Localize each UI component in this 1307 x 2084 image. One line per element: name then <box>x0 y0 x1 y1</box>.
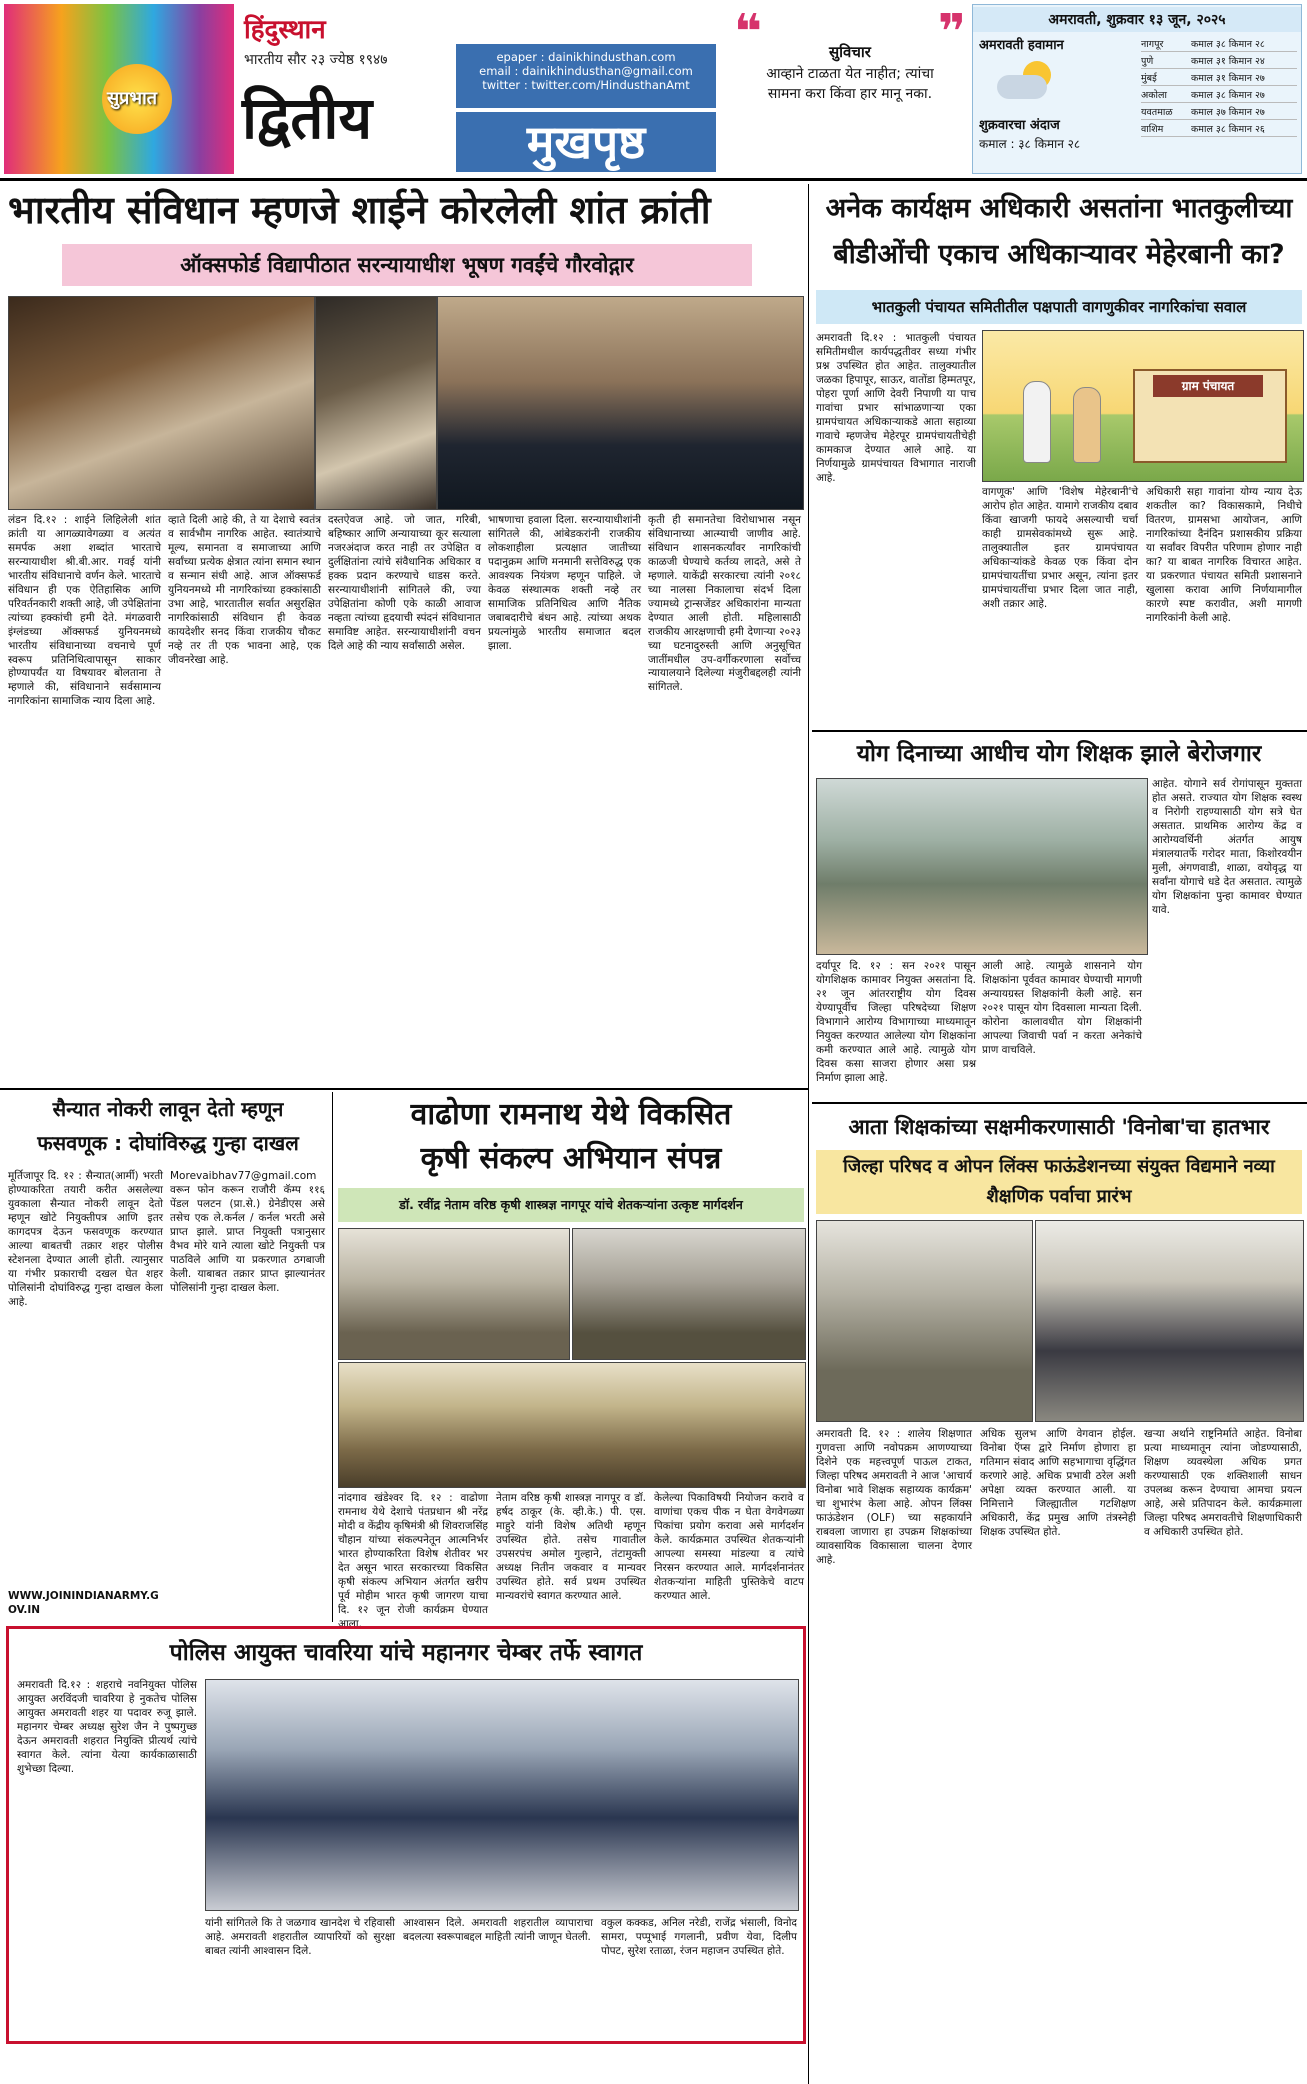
quote-open-icon: ❝ <box>734 4 763 60</box>
story2-col1: अमरावती दि.१२ : भातकुली पंचायत समितीमधील कार्यपद्धतीवर सध्या गंभीर प्रश्न उपस्थित होत आहेत. तालुक्यातील जळका हिपापूर, साऊर, वातोंडा हिम्मतपूर, पोहरा पूर्णा आणि देवरी निपाणी या पाच गावांचा प्रभार सांभाळणाऱ्या एका ग्रामपंचायत अधिकाऱ्याकडे आता सहाव्या गावाचे म्हणजेच मेहेरपूर ग्रामपंचायतीचेही कामकाज देण्यात आले आहे. या निर्णयामुळे ग्रामपंचायत विभागात नाराजी आहे. <box>816 332 976 484</box>
story1-col4: भाषणाचा हवाला दिला. सरन्यायाधीशांनी सांगितले की, आंबेडकरांनी राजकीय लोकशाहीला प्रत्यक्षात जातीच्या पदानुक्रम आणि मनमानी सत्तेविरुद्ध एक आवश्यक नियंत्रण म्हणून पाहिले. जे केवळ संस्थात्मक शक्ती नव्हे तर सामाजिक प्रतिनिधित्व आणि नैतिक जबाबदारीचे बंधन आहे. त्यांच्या अथक प्रयत्नांमुळे भारतीय समाजात बदल झाला. <box>488 514 641 652</box>
indian-calendar-date: भारतीय सौर २३ ज्येष्ठ १९४७ <box>244 52 388 68</box>
story1-col1: लंडन दि.१२ : शाईने लिहिलेली शांत क्रांती या आगळ्यावेगळ्या व अत्यंत समर्पक अशा शब्दांत भारताचे सरन्यायाधीश श्री.बी.आर. गवई यांनी भारतीय संविधानाचे वर्णन केले. भारताचे संविधान ही एक ऐतिहासिक आणि परिवर्तनकारी शक्ती आहे, जी उपेक्षितांना त्यांच्या हक्कांची हमी देते. मंगळवारी इंग्लंडच्या ऑक्सफर्ड युनियनमध्ये भारतीय संविधानाच्या वचनाचे पूर्ण स्वरूप प्रतिनिधित्वापासून साकार होण्यापर्यंत या विषयावर बोलताना ते म्हणाले की, संविधानाने सर्वसामान्य नागरिकांना सामाजिक न्याय दिला आहे. <box>8 514 161 708</box>
quote-close-icon: ❞ <box>937 4 966 60</box>
panchayat-sign: ग्राम पंचायत <box>1153 375 1263 397</box>
story7-col2: अधिक सुलभ आणि वेगवान होईल. विनोबा ऍप्स द्वारे निर्माण होणारा हा गतिमान संवाद आणि सहभागाचा वृद्धिंगत करणारे आहे. अधिक प्रभावी ठरेल अशी अपेक्षा व्यक्त करण्यात आली. या निमित्ताने जिल्ह्यातील गटशिक्षण अधिकारी, केंद्र प्रमुख आणि तंत्रस्नेही शिक्षक उपस्थित होते. <box>980 1428 1136 1538</box>
story4-col1: मूर्तिजापूर दि. १२ : सैन्यात(आर्मी) भरती होण्याकरिता तयारी करीत असलेल्या युवकाला सैन्यात नोकरी लावून देतो म्हणून खोटे नियुक्तीपत्र आणि इतर कागदपत्र देऊन फसवणूक करण्यात आल्या बाबतची तक्रार शहर पोलीस स्टेशनला देण्यात आली होती. त्यानुसार या गंभीर प्रकाराची दखल घेत शहर पोलिसांनी दोघांविरुद्ध गुन्हा दाखल केला आहे. <box>8 1170 163 1308</box>
story1-photo-library <box>8 296 315 510</box>
weather-title: अमरावती हवामान <box>979 38 1064 53</box>
email-link[interactable]: email : dainikhindusthan@gmail.com <box>479 64 693 78</box>
suvichar-title: सुविचार <box>829 43 871 61</box>
story4-headline-line1: सैन्यात नोकरी लावून देतो म्हणून <box>52 1097 284 1121</box>
story3-col3: आहेत. योगाने सर्व रोगांपासून मुक्तता होत असते. राज्यात योग शिक्षक स्वस्थ व निरोगी राहण्यासाठी योग सत्रे घेत असतात. प्राथमिक आरोग्य केंद्र व आरोग्यवर्धिनी अंतर्गत आयुष मंत्रालयातर्फे गरोदर माता, किशोरवयीन मुली, अंगणवाडी, शाळा, वयोवृद्ध या सर्वांना योगाचे धडे देत असतात. त्यामुळे योग शिक्षकांना पुन्हा कामावर घेण्यात यावे. <box>1152 778 1302 916</box>
story5-subhead: डॉ. रवींद्र नेताम वरिष्ठ कृषी शास्त्रज्ञ नागपूर यांचे शेतकऱ्यांना उत्कृष्ट मार्गदर्शन <box>338 1188 804 1222</box>
masthead <box>0 0 1307 180</box>
story2-illustration-gram-panchayat <box>982 330 1304 482</box>
story4-headline-line2: फसवणूक : दोघांविरुद्ध गुन्हा दाखल <box>37 1131 299 1155</box>
story6-col4: वकुल कक्कड, अनिल नरेडी, राजेंद्र भंसाली, विनोद सामरा, पप्पूभाई गगलानी, प्रवीण येवा, दिलीप पोपट, सुरेश रताळा, रंजन महाजन उपस्थित होते. <box>601 1917 797 1957</box>
weather-row: अकोला कमाल ३८ किमान २७ <box>1141 86 1297 103</box>
story3-col1: दर्यापूर दि. १२ : सन २०२१ पासून योगशिक्षक कामावर नियुक्त असतांना दि. २१ जून आंतरराष्ट्रीय योग दिवस येण्यापूर्वीच जिल्हा परिषदेच्या शिक्षण विभागाने आरोग्य विभागाच्या माध्यमातून नियुक्त करण्यात आलेल्या योग शिक्षकांना कमी करण्यात आले आहे. त्यामुळे योग दिवस कसा साजरा होणार असा प्रश्न निर्माण झाला आहे. <box>816 960 976 1084</box>
divider <box>812 730 1307 732</box>
story7-photo-speaker <box>1035 1220 1304 1422</box>
story7-col3: खऱ्या अर्थाने राष्ट्रनिर्माते आहेत. विनोबा प्रत्या माध्यमातून त्यांना जोडण्यासाठी, शिक्षण व्यवस्थेला अधिक प्रगत करण्यासाठी एक शक्तिशाली साधन उपलब्ध करून देण्याचा आमचा प्रयत्न आहे, असे प्रतिपादन केले. कार्यक्रमाला जिल्हा परिषद अमरावतीचे शिक्षणाधिकारी व अधिकारी उपस्थित होते. <box>1144 1428 1302 1538</box>
story2-headline: अनेक कार्यक्षम अधिकारी असतांना भातकुलीच्या बीडीओंची एकाच अधिकाऱ्यावर मेहेरबानी का? <box>825 193 1293 270</box>
city-date: अमरावती, शुक्रवार १३ जून, २०२५ <box>973 7 1301 32</box>
story5-photo-crowd <box>338 1362 806 1488</box>
contact-box <box>456 44 716 108</box>
story4-website: WWW.JOININDIANARMY.GOV.IN <box>8 1590 159 1616</box>
weather-row: यवतमाळ कमाल ३७ किमान २७ <box>1141 103 1297 120</box>
page-title-dvitiya: द्वितीय <box>242 84 373 152</box>
story2-col3: अधिकारी सहा गावांना योग्य न्याय देऊ शकतील का? विकासकामे, निधीचे वितरण, ग्रामसभा आयोजन, आणि नागरिकांच्या दैनंदिन प्रशासकीय प्रक्रिया या सर्वांवर विपरीत परिणाम होणार नाही का? या बाबत नागरिक विचारत आहेत. या प्रकरणात पंचायत समिती प्रशासनाने खुलासा करावा आणि निर्णयामागील कारणे स्पष्ट करावीत, अशी मागणी नागरिकांनी केली आहे. <box>1146 486 1302 624</box>
weather-row: नागपूर कमाल ३८ किमान २८ <box>1141 35 1297 52</box>
story1-photo-group <box>437 296 804 510</box>
story6-photo-welcome <box>205 1679 799 1911</box>
story6-box <box>6 1626 806 2044</box>
story6-col3: आश्वासन दिले. अमरावती शहरातील व्यापाराचा बदलत्या स्वरूपाबद्दल माहिती त्यांनी जाणून घेतली. <box>403 1917 593 1943</box>
story6-col2: यांनी सांगितले कि ते जळगाव खानदेश चे रहिवासी आहे. अमरावती शहरातील व्यापारियों को सुरक्षा बाबत त्यांनी आश्वासन दिले. <box>205 1917 395 1957</box>
weather-row: वाशिम कमाल ३८ किमान २६ <box>1141 120 1297 137</box>
vertical-divider <box>808 184 809 2084</box>
story1-col3: दस्तऐवज आहे. जो जात, गरिबी, बहिष्कार आणि अन्यायाच्या कूर सत्याला नजरअंदाज करत नाही तर उपेक्षित व दुर्लक्षितांना त्यांचे संवैधानिक अधिकार व हक्क प्रदान करण्याचे धाडस करते. सरन्यायाधीशांनी सांगितले की, ज्या उपेक्षितांना कोणी एके काळी आवाज नव्हता त्यांच्या हृदयाची स्पंदनं संविधानात समाविष्ट आहेत. सरन्यायाधीशांनी वचन दिले आहे की न्याय सर्वांसाठी असेल. <box>328 514 481 652</box>
suvichar-text: आव्हाने टाळता येत नाहीत; त्यांचा सामना करा किंवा हार मानू नका. <box>766 66 934 103</box>
story5-col2: नेताम वरिष्ठ कृषी शास्त्रज्ञ नागपूर व डॉ. हर्षद ठाकूर (के. व्ही.के.) पी. एस. माहुरे यांनी विशेष अतिथी म्हणून उपस्थित होते. तसेच गावातील उपसरपंच अमोल गुल्हाने, तंटामुक्ती अध्यक्ष नितीन जकवार व मान्यवर उपस्थित होते. सर्व प्रथम उपस्थित मान्यवरांचे स्वागत करण्यात आले. <box>496 1492 646 1602</box>
story3-headline: योग दिनाच्या आधीच योग शिक्षक झाले बेरोजगार <box>856 741 1262 767</box>
story6-headline: पोलिस आयुक्त चावरिया यांचे महानगर चेम्बर तर्फे स्वागत <box>169 1640 643 1666</box>
weather-forecast-label: शुक्रवारचा अंदाज <box>979 118 1060 133</box>
weather-table <box>1141 35 1297 137</box>
story7-headline: आता शिक्षकांच्या सक्षमीकरणासाठी 'विनोबा'चा हातभार <box>848 1115 1270 1139</box>
person-figure-icon <box>1023 381 1051 463</box>
cloud-sun-icon <box>997 61 1057 101</box>
vertical-divider <box>332 1092 333 1622</box>
story5-headline-line1: वाढोणा रामनाथ येथे विकसित <box>410 1097 732 1132</box>
story7-col1: अमरावती दि. १२ : शालेय शिक्षणात गुणवत्ता आणि नवोपक्रम आणण्याच्या दिशेने एक महत्त्वपूर्ण पाऊल टाकत, जिल्हा परिषद अमरावती ने आज 'आचार्य विनोबा भावे शिक्षक सहाय्यक कार्यक्रम' चा शुभारंभ केला आहे. ओपन लिंक्स फाऊंडेशन (OLF) च्या सहकार्याने राबवला जाणारा हा उपक्रम शिक्षकांच्या व्यावसायिक विकासाला चालना देणार आहे. <box>816 1428 972 1566</box>
story4-col2: Morevaibhav77@gmail.com वरून फोन करून राजौरी कॅम्प ११६ पेंडल पलटन (प्रा.से.) ग्रेनेडीएस असे तसेच एक ले.कर्नल / कर्नल भरती असे प्राप्त झाले. प्राप्त नियुक्ती पत्रानुसार वैभव मोरे याने त्याला खोटे नियुक्ती पत्र पाठविले आणि या प्रकरणात ठगबाजी केली. याबाबत तक्रार प्राप्त झाल्यानंतर पोलिसांनी गुन्हा दाखल केला. <box>170 1170 325 1294</box>
story7-subhead: जिल्हा परिषद व ओपन लिंक्स फाऊंडेशनच्या संयुक्त विद्यमाने नव्या शैक्षणिक पर्वाचा प्रारंभ <box>816 1150 1302 1214</box>
suprabhat-label: सुप्रभात <box>107 88 157 109</box>
title-block <box>236 4 726 174</box>
suprabhat-banner <box>4 4 234 174</box>
story1-col2: व्हाते दिली आहे की, ते या देशाचे स्वतंत्र व सार्वभौम नागरिक आहेत. स्वातंत्र्याचे मूल्य, समानता व समाजाच्या आणि सर्वांच्या प्रत्येक क्षेत्रात त्यांना समान स्थान व सन्मान संधी आहे. आज ऑक्सफर्ड युनियनमध्ये मी नागरिकांच्या हक्कांसाठी उभा आहे, भारतातील सर्वात असुरक्षित नागरिकांसाठी संविधान ही केवळ कायदेशीर सनद किंवा राजकीय चौकट नव्हे तर ती एक भावना आहे, एक जीवनरेखा आहे. <box>168 514 321 666</box>
masthead-divider <box>0 178 1307 181</box>
story3-photo-yoga-session <box>816 778 1148 955</box>
page-title-mukhprushtha-text: मुखपृष्ठ <box>526 115 646 169</box>
story1-photo-signing <box>315 296 437 510</box>
story1-col5: कृती ही समानतेचा विरोधाभास नसून संविधानाच्या आत्म्याची जाणीव आहे. संविधान शासनकर्त्यांवर नागरिकांची काळजी घेण्याचे कर्तव्य लादते, असे ते म्हणाले. याकेंद्री सरकारचा त्यांनी २०१८ च्या नालसा निकालाचा संदर्भ दिला ज्यामध्ये ट्रान्सजेंडर अधिकारांना मान्यता देण्यात आली होती. महिलासाठी राजकीय आरक्षणाची हमी देणाऱ्या २०२३ च्या घटनादुरुस्ती आणि अनुसूचित जातींमधील उप-वर्गीकरणाला सर्वोच्च न्यायालयाने दिलेल्या मंजुरीबद्दलही त्यांनी सांगितले. <box>648 514 801 694</box>
weather-minmax: कमाल : ३८ किमान २८ <box>979 137 1081 151</box>
weather-row: पुणे कमाल ३१ किमान २४ <box>1141 52 1297 69</box>
page-title-mukhprushtha <box>456 112 716 172</box>
story7-photo-classroom <box>816 1220 1033 1422</box>
story6-col1: अमरावती दि.१२ : शहराचे नवनियुक्त पोलिस आयुक्त अरविंदजी चावरिया हे नुकतेच पोलिस आयुक्त अमरावती शहर या पदावर रुजू झाले. महानगर चेम्बर अध्यक्ष सुरेश जैन ने पुष्पगुच्छ देऊन अमरावती शहरात नियुक्ति प्रीत्यर्थ त्यांचे स्वागत केले. त्यांना येत्या कार्यकाळासाठी शुभेच्छा दिल्या. <box>17 1679 197 1775</box>
divider <box>812 1102 1307 1104</box>
person-figure-icon <box>1073 387 1101 463</box>
story5-headline-line2: कृषी संकल्प अभियान संपन्न <box>420 1141 722 1176</box>
brand-logo: हिंदुस्थान <box>244 15 326 45</box>
story1-headline: भारतीय संविधान म्हणजे शाईने कोरलेली शांत क्रांती <box>8 188 711 232</box>
suvichar-box <box>730 4 970 174</box>
story2-col2: वागणूक' आणि 'विशेष मेहेरबानी'चे आरोप होत आहेत. यामागे राजकीय दबाव किंवा खाजगी फायदे असल्याची चर्चा काही ग्रामसेवकांमध्ये सुरू आहे. तालुक्यातील इतर ग्रामपंचायत अधिकाऱ्यांकडे केवळ एक किंवा दोन ग्रामपंचायतींचा प्रभार असून, त्यांना इतर ग्रामपंचायतींचा प्रभार दिला जात नाही, अशी तक्रार आहे. <box>982 486 1138 610</box>
story3-col2: आली आहे. त्यामुळे शासनाने योग शिक्षकांना पूर्ववत कामावर घेण्याची मागणी अन्यायग्रस्त शिक्षकांनी केली आहे. सन २०२१ पासून योग दिवसाला मान्यता दिली. कोरोना कालावधीत योग शिक्षकांनी आपल्या जिवाची पर्वा न करता अनेकांचे प्राण वाचविले. <box>982 960 1142 1056</box>
twitter-link[interactable]: twitter : twitter.com/HindusthanAmt <box>482 78 690 92</box>
story5-col1: नांदगाव खंडेश्वर दि. १२ : वाढोणा रामनाथ येथे देशाचे पंतप्रधान श्री नरेंद्र मोदी व केंद्रीय कृषिमंत्री श्री शिवराजसिंह चौहान यांच्या संकल्पनेतून आत्मनिर्भर भारत होण्याकरिता विशेष शेतीवर भर देत असून भारत सरकारच्या विकसित कृषी संकल्प अभियान अंतर्गत खरीप पूर्व मोहीम भारत कृषी जागरण याचा दि. १२ जून रोजी कार्यक्रम घेण्यात आला. <box>338 1492 488 1630</box>
story5-photo-meeting <box>338 1228 570 1360</box>
epaper-link[interactable]: epaper : dainikhindusthan.com <box>496 50 676 64</box>
story5-col3: केलेल्या पिकाविषयी नियोजन करावे व वाणांचा एकच पीक न घेता वेगवेगळ्या पिकांचा प्रयोग करावा असे मार्गदर्शन केले. कार्यक्रमात उपस्थित शेतकऱ्यांनी आपल्या समस्या मांडल्या व त्यांचे निरसन करण्यात आले. मार्गदर्शनानंतर शेतकऱ्यांना माहिती पुस्तिकेचे वाटप करण्यात आले. <box>654 1492 804 1602</box>
divider <box>0 1088 808 1090</box>
story2-subhead: भातकुली पंचायत समितीतील पक्षपाती वागणुकीवर नागरिकांचा सवाल <box>816 290 1302 324</box>
story5-photo-farmers <box>572 1228 806 1360</box>
weather-block <box>972 4 1302 174</box>
story1-subhead: ऑक्सफोर्ड विद्यापीठात सरन्यायाधीश भूषण गवईंचे गौरवोद्गार <box>62 244 752 286</box>
weather-row: मुंबई कमाल ३१ किमान २७ <box>1141 69 1297 86</box>
